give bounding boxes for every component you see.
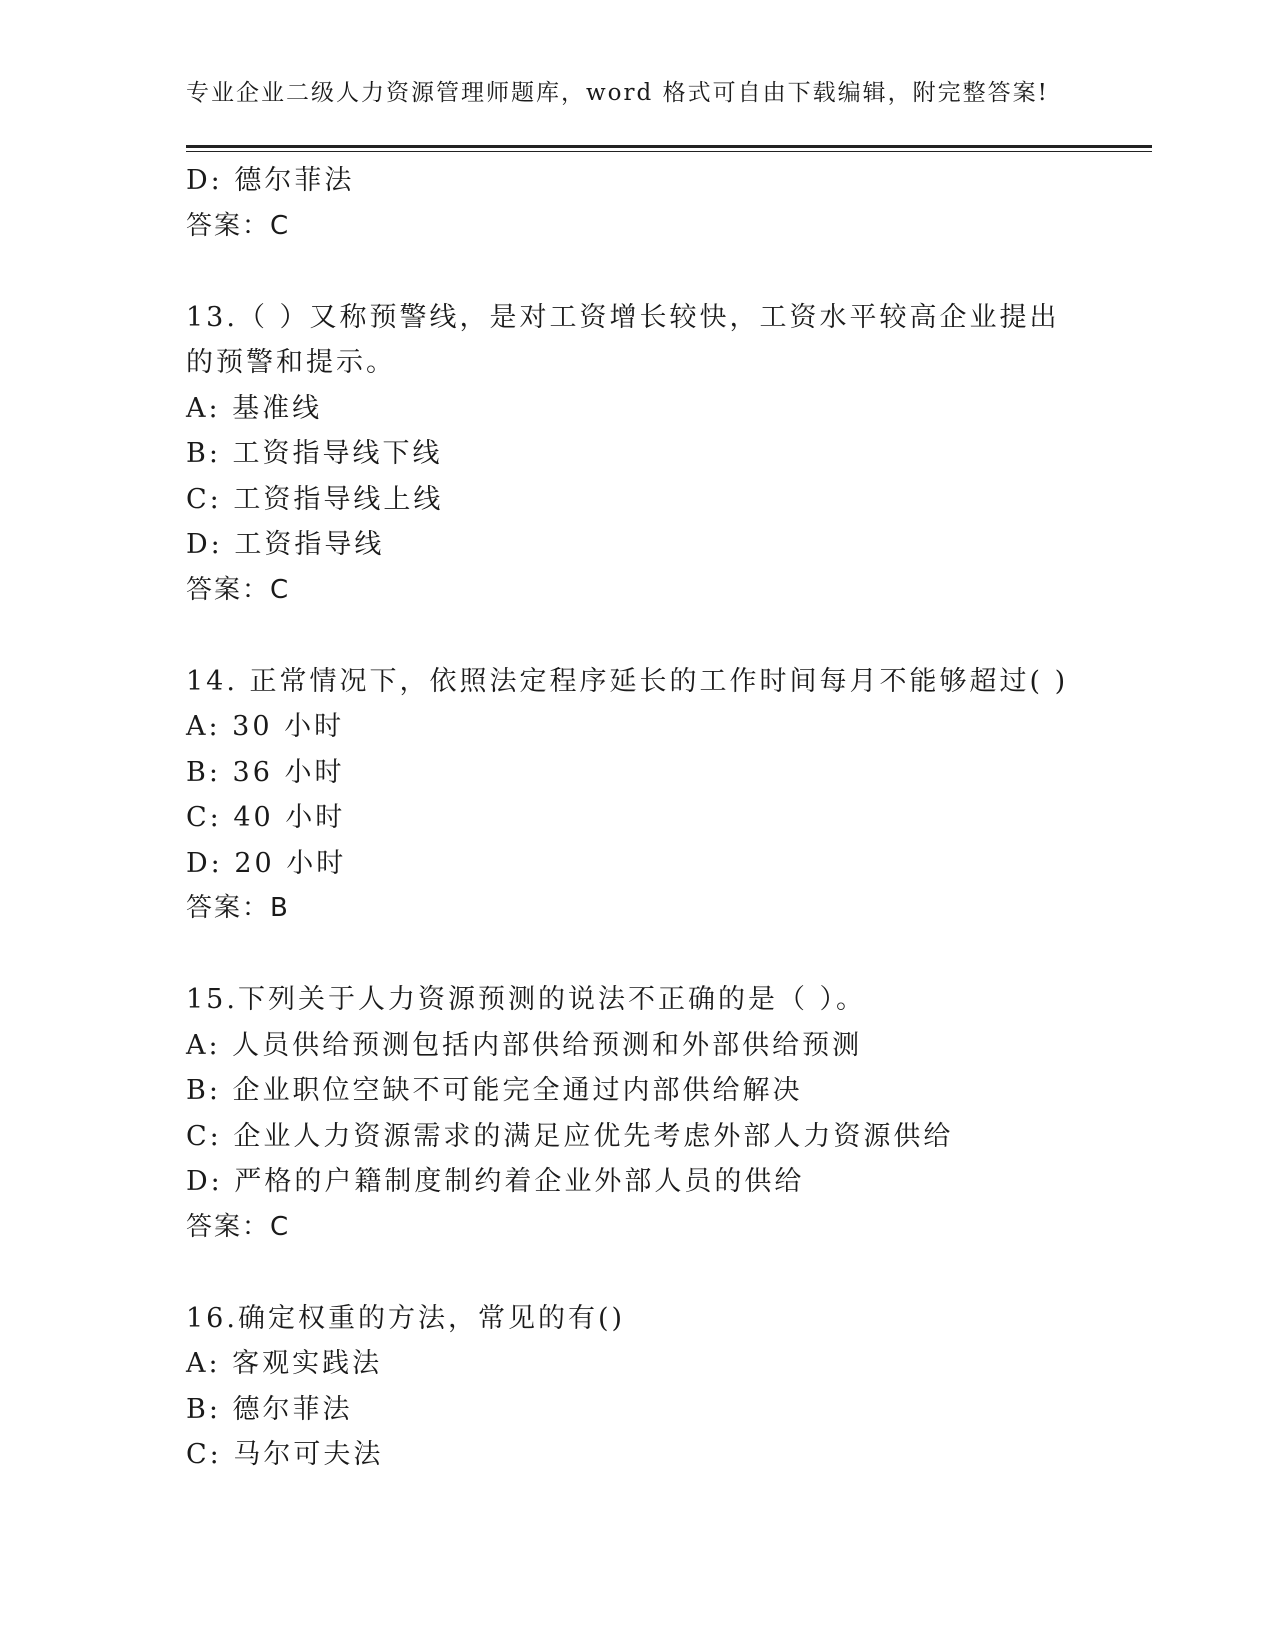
- question-stem: 13.（ ）又称预警线，是对工资增长较快，工资水平较高企业提出: [186, 301, 1060, 333]
- option-a: A: 30 小时: [186, 711, 345, 742]
- header-divider: [186, 145, 1152, 152]
- question-content: [186, 158, 1152, 1478]
- option-d: D: 严格的户籍制度制约着企业外部人员的供给: [186, 1166, 805, 1197]
- option-b: B: 德尔菲法: [186, 1393, 353, 1425]
- option-c: C: 马尔可夫法: [186, 1439, 384, 1470]
- question-stem: 的预警和提示。: [186, 347, 396, 378]
- question-13: [186, 295, 1152, 614]
- page-header: 专业企业二级人力资源管理师题库，word 格式可自由下载编辑，附完整答案!: [186, 80, 1049, 106]
- option-a: A: 人员供给预测包括内部供给预测和外部供给预测: [186, 1029, 863, 1061]
- option-d: D: 20 小时: [186, 847, 347, 879]
- option-c: C: 企业人力资源需求的满足应优先考虑外部人力资源供给: [186, 1120, 954, 1152]
- option-a: A: 客观实践法: [186, 1348, 383, 1379]
- question-14: [186, 659, 1152, 932]
- question-12-tail: [186, 158, 1152, 249]
- spacer: [186, 932, 1152, 978]
- question-stem: 16.确定权重的方法，常见的有(): [186, 1302, 626, 1334]
- question-16: [186, 1296, 1152, 1478]
- option-a: A: 基准线: [186, 392, 323, 424]
- option-d: D: 工资指导线: [186, 529, 385, 560]
- option-b: B: 36 小时: [186, 756, 345, 788]
- option-b: B: 企业职位空缺不可能完全通过内部供给解决: [186, 1075, 803, 1106]
- answer: 答案：C: [186, 574, 291, 605]
- question-15: [186, 977, 1152, 1250]
- question-stem: 15.下列关于人力资源预测的说法不正确的是（ ）。: [186, 984, 867, 1015]
- question-stem: 14. 正常情况下，依照法定程序延长的工作时间每月不能够超过( ): [186, 665, 1069, 697]
- option-c: C: 工资指导线上线: [186, 483, 444, 515]
- answer: 答案：C: [186, 1211, 291, 1242]
- spacer: [186, 1250, 1152, 1296]
- answer: 答案：C: [186, 210, 291, 241]
- spacer: [186, 249, 1152, 295]
- option-b: B: 工资指导线下线: [186, 438, 443, 469]
- option-d: D: 德尔菲法: [186, 165, 355, 196]
- answer: 答案：B: [186, 893, 290, 923]
- spacer: [186, 613, 1152, 659]
- option-c: C: 40 小时: [186, 802, 346, 833]
